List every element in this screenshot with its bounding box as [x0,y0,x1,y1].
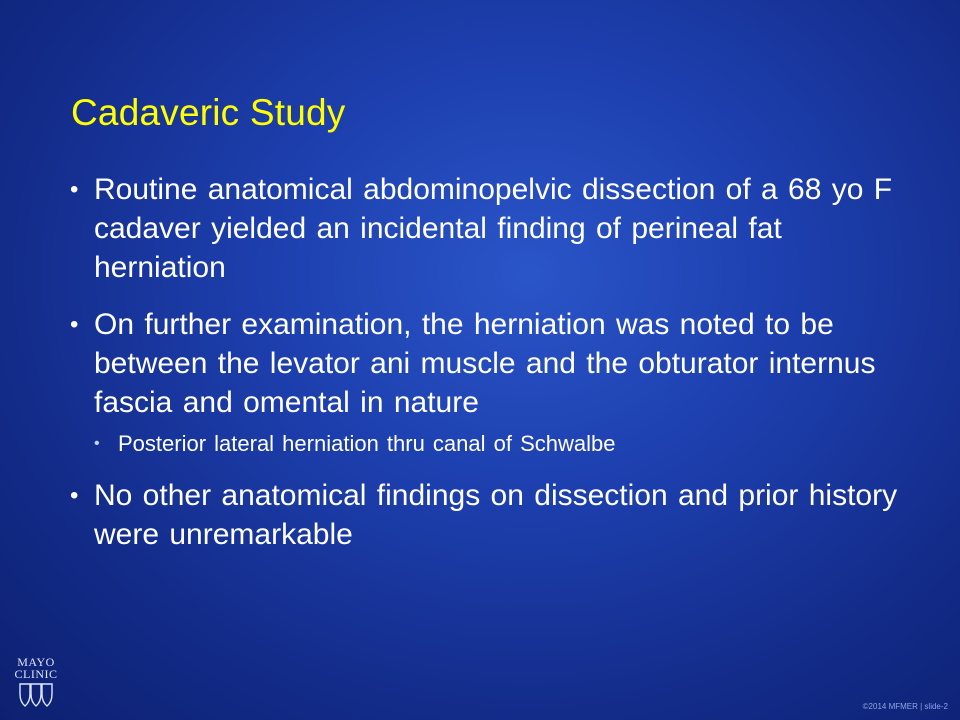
three-shields-icon [19,682,53,708]
sub-bullet-item [94,430,900,458]
bullet-text: On further examination, the herniation was noted to be between the levator ani muscle and the obturator internus fascia and omental in nature [94,308,876,419]
bullet-text: No other anatomical findings on dissection and prior history were unremarkable [94,479,898,551]
bullet-item [70,476,900,554]
sub-bullet-text: Posterior lateral herniation thru canal of Schwalbe [118,431,616,456]
bullet-item [70,305,900,458]
copyright-footer: ©2014 MFMER | slide-2 [862,702,948,711]
bullet-dot: • [70,311,79,338]
bullet-text: Routine anatomical abdominopelvic dissection of a 68 yo F cadaver yielded an incidental finding of perineal fat herniation [94,173,893,284]
bullet-dot: • [70,176,79,203]
logo-line-1: MAYO [17,655,55,669]
bullet-dot: • [70,482,79,509]
sub-bullet-list [94,430,900,458]
logo-line-2: CLINIC [14,667,58,681]
sub-bullet-dot: • [94,435,100,452]
bullet-item [70,170,900,287]
slide-title: Cadaveric Study [71,92,346,133]
bullet-list [70,170,900,572]
mayo-clinic-logo [10,656,62,716]
